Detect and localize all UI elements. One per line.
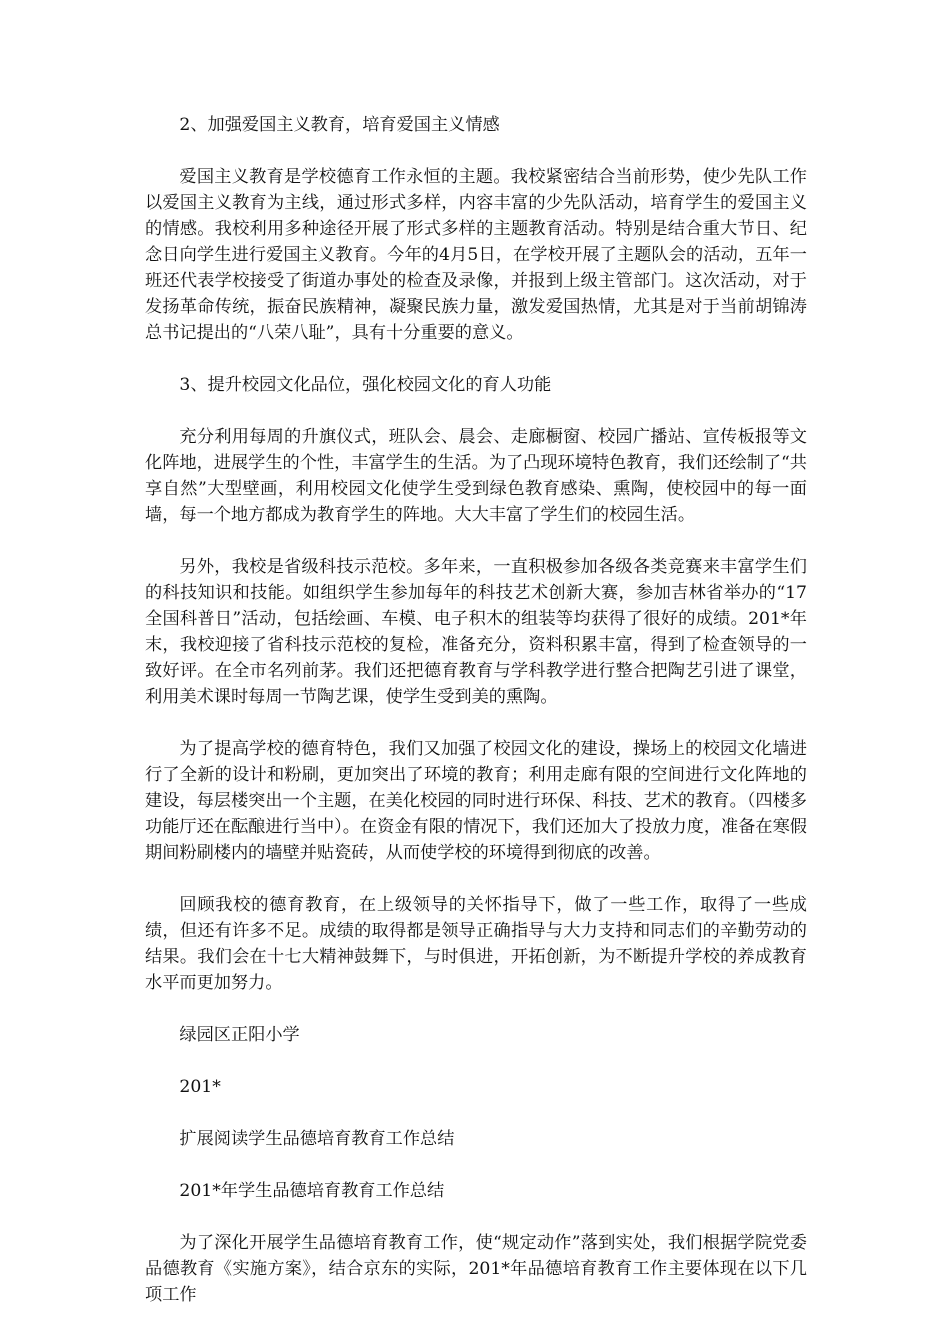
section-heading-patriotism: 2、加强爱国主义教育，培育爱国主义情感 (179, 115, 500, 135)
extended-reading-title: 扩展阅读学生品德培育教育工作总结 (179, 1129, 455, 1149)
paragraph-campus-culture: 充分利用每周的升旗仪式，班队会、晨会、走廊橱窗、校园广播站、宣传板报等文化阵地，进展学生的个性，丰富学生的生活。为了凸现环境特色教育，我们还绘制了“共享自然”大型壁画，利用校园文化使学生受到绿色教育感染、熏陶，使校园中的每一面墙，每一个地方都成为教育学生的阵地。大大丰富了学生们的校园生活。 (145, 427, 807, 525)
paragraph-summary-intro: 为了深化开展学生品德培育教育工作，使“规定动作”落到实处，我们根据学院党委品德教育《实施方案》，结合京东的实际，201*年品德培育教育工作主要体现在以下几项工作 (145, 1233, 807, 1305)
paragraph-patriotism: 爱国主义教育是学校德育工作永恒的主题。我校紧密结合当前形势，使少先队工作以爱国主义教育为主线，通过形式多样，内容丰富的少先队活动，培育学生的爱国主义的情感。我校利用多种途径开展了形式多样的主题教育活动。特别是结合重大节日、纪念日向学生进行爱国主义教育。今年的4月5日，在学校开展了主题队会的活动，五年一班还代表学校接受了街道办事处的检查及录像，并报到上级主管部门。这次活动，对于发扬革命传统，振奋民族精神，凝聚民族力量，激发爱国热情，尤其是对于当前胡锦涛总书记提出的“八荣八耻”，具有十分重要的意义。 (145, 167, 807, 343)
paragraph-moral-features: 为了提高学校的德育特色，我们又加强了校园文化的建设，操场上的校园文化墙进行了全新的设计和粉刷，更加突出了环境的教育；利用走廊有限的空间进行文化阵地的建设，每层楼突出一个主题，在美化校园的同时进行环保、科技、艺术的教育。（四楼多功能厅还在酝酿进行当中）。在资金有限的情况下，我们还加大了投放力度，准备在寒假期间粉刷楼内的墙壁并贴瓷砖，从而使学校的环境得到彻底的改善。 (145, 739, 807, 863)
paragraph-review: 回顾我校的德育教育，在上级领导的关怀指导下，做了一些工作，取得了一些成绩，但还有许多不足。成绩的取得都是领导正确指导与大力支持和同志们的辛勤劳动的结果。我们会在十七大精神鼓舞下，与时俱进，开拓创新，为不断提升学校的养成教育水平而更加努力。 (145, 895, 807, 993)
document-date: 201* (179, 1077, 221, 1097)
paragraph-science-tech: 另外，我校是省级科技示范校。多年来，一直积极参加各级各类竞赛来丰富学生们的科技知识和技能。如组织学生参加每年的科技艺术创新大赛，参加吉林省举办的“17全国科普日”活动，包括绘画、车模、电子积木的组装等均获得了很好的成绩。201*年末，我校迎接了省科技示范校的复检，准备充分，资料积累丰富，得到了检查领导的一致好评。在全市名列前茅。我们还把德育教育与学科教学进行整合把陶艺引进了课堂，利用美术课时每周一节陶艺课，使学生受到美的熏陶。 (145, 557, 807, 707)
summary-title: 201*年学生品德培育教育工作总结 (179, 1181, 445, 1201)
section-heading-campus-culture: 3、提升校园文化品位，强化校园文化的育人功能 (179, 375, 552, 395)
school-name: 绿园区正阳小学 (179, 1025, 300, 1045)
document-body (145, 112, 807, 1334)
